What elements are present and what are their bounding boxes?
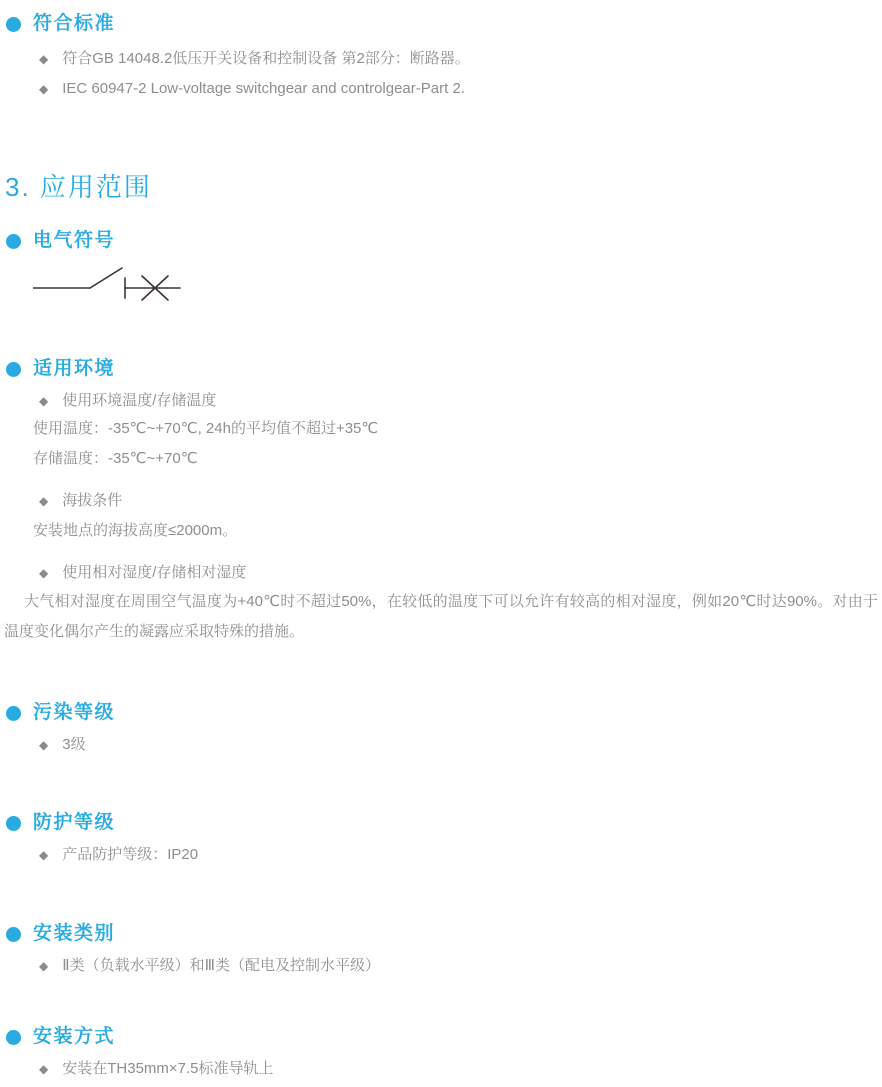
section-heading-installation-method xyxy=(0,1026,882,1048)
section-heading-environment xyxy=(0,358,882,380)
section-heading-protection xyxy=(0,812,882,834)
list-item xyxy=(0,845,882,865)
section-heading-installation-category xyxy=(0,923,882,945)
list-item xyxy=(0,735,882,755)
bullet-circle-icon xyxy=(6,706,21,721)
list-item xyxy=(0,49,882,69)
diamond-bullet-icon: ◆ xyxy=(39,394,49,408)
section-heading-label: 污染等级 xyxy=(33,702,116,723)
diamond-bullet-icon: ◆ xyxy=(39,1062,49,1076)
bullet-circle-icon xyxy=(6,1030,21,1045)
datasheet-page xyxy=(0,13,882,1087)
diamond-bullet-icon: ◆ xyxy=(39,494,49,508)
list-item xyxy=(0,391,882,411)
installation-method-text: 安装在TH35mm×7.5标准导轨上 xyxy=(62,1060,274,1077)
bullet-circle-icon xyxy=(6,927,21,942)
circuit-breaker-symbol-icon xyxy=(33,264,183,304)
section-heading-label: 安装方式 xyxy=(33,1026,116,1047)
section-heading-label: 防护等级 xyxy=(33,812,116,833)
installation-category-text: Ⅱ类（负载水平级）和Ⅲ类（配电及控制水平级） xyxy=(62,957,380,974)
section-heading-label: 安装类别 xyxy=(33,923,116,944)
section-heading-label: 符合标准 xyxy=(33,13,116,34)
section-heading-pollution xyxy=(0,702,882,724)
protection-rating-text: 产品防护等级：IP20 xyxy=(62,846,199,863)
section-heading-label: 电气符号 xyxy=(33,230,116,251)
humidity-paragraph: 大气相对湿度在周围空气温度为+40℃时不超过50%，在较低的温度下可以允许有较高的相对湿度，例如20℃时达90%。对由于温度变化偶尔产生的凝露应采取特殊的措施。 xyxy=(4,593,878,640)
bullet-circle-icon xyxy=(6,234,21,249)
operating-temperature-line: 使用温度：-35℃~+70℃, 24h的平均值不超过+35℃ xyxy=(33,420,379,437)
list-item xyxy=(0,1059,882,1079)
environment-altitude-item: 海拔条件 xyxy=(62,492,123,509)
bullet-circle-icon xyxy=(6,816,21,831)
standard-item-text: IEC 60947-2 Low-voltage switchgear and controlgear-Part 2. xyxy=(62,80,465,97)
diamond-bullet-icon: ◆ xyxy=(39,848,49,862)
chapter-title: 3. 应用范围 xyxy=(5,172,152,202)
diamond-bullet-icon: ◆ xyxy=(39,959,49,973)
bullet-circle-icon xyxy=(6,17,21,32)
circuit-breaker-symbol xyxy=(0,264,882,304)
list-item xyxy=(0,956,882,976)
section-heading-electrical-symbol xyxy=(0,230,882,252)
section-heading-standards xyxy=(0,13,882,35)
section-heading-label: 适用环境 xyxy=(33,358,116,379)
bullet-circle-icon xyxy=(6,362,21,377)
diamond-bullet-icon: ◆ xyxy=(39,82,49,96)
standard-item-text: 符合GB 14048.2低压开关设备和控制设备 第2部分：断路器。 xyxy=(62,50,470,67)
list-item xyxy=(0,79,882,99)
list-item xyxy=(0,563,882,583)
diamond-bullet-icon: ◆ xyxy=(39,738,49,752)
environment-temperature-item: 使用环境温度/存储温度 xyxy=(62,392,217,409)
list-item xyxy=(0,491,882,511)
diamond-bullet-icon: ◆ xyxy=(39,566,49,580)
diamond-bullet-icon: ◆ xyxy=(39,52,49,66)
altitude-line: 安装地点的海拔高度≤2000m。 xyxy=(33,522,238,539)
pollution-degree-text: 3级 xyxy=(62,736,86,753)
storage-temperature-line: 存储温度：-35℃~+70℃ xyxy=(33,450,198,467)
environment-humidity-item: 使用相对湿度/存储相对湿度 xyxy=(62,564,247,581)
